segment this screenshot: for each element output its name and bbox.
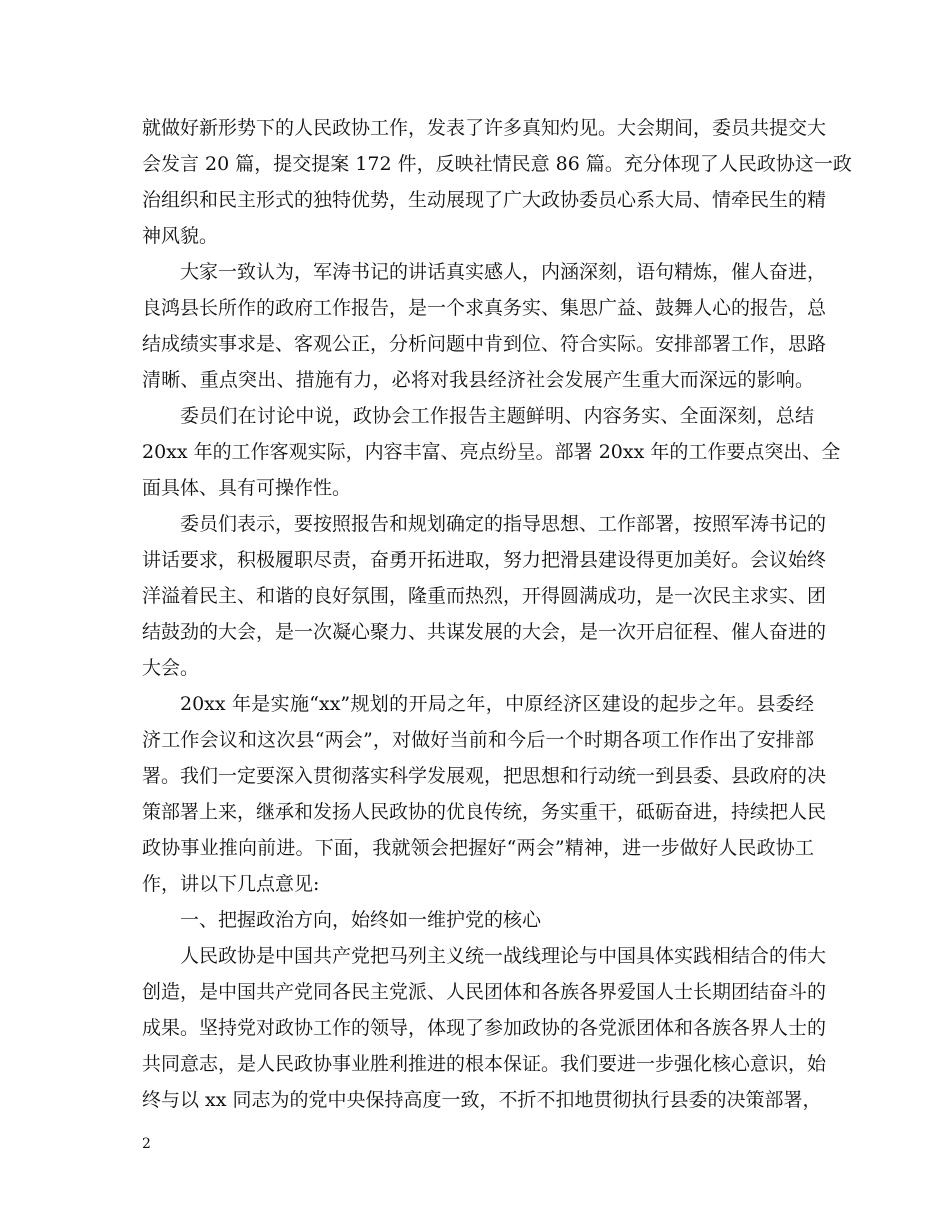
text-line: 署。我们一定要深入贯彻落实科学发展观，把思想和行动统一到县委、县政府的决 — [142, 765, 827, 787]
text-line: 就做好新形势下的人民政协工作，发表了许多真知灼见。大会期间，委员共提交大 — [142, 117, 827, 139]
text-line: 终与以 xx 同志为的党中央保持高度一致，不折不扣地贯彻执行县委的决策部署， — [142, 1089, 822, 1111]
text-line: 结鼓劲的大会，是一次凝心聚力、共谋发展的大会，是一次开启征程、催人奋进的 — [142, 621, 827, 643]
paragraph-first-line: 委员们表示，要按照报告和规划确定的指导思想、工作部署，按照军涛书记的 — [180, 513, 827, 535]
text-line: 治组织和民主形式的独特优势，生动展现了广大政协委员心系大局、情牵民生的精 — [142, 189, 827, 211]
text-line: 面具体、具有可操作性。 — [142, 477, 352, 499]
text-line: 神风貌。 — [142, 225, 219, 247]
text-line: 成果。坚持党对政协工作的领导，体现了参加政协的各党派团体和各族各界人士的 — [142, 1017, 827, 1039]
text-line: 清晰、重点突出、措施有力，必将对我县经济社会发展产生重大而深远的影响。 — [142, 369, 814, 391]
paragraph-first-line: 20xx 年是实施“xx”规划的开局之年，中原经济区建设的起步之年。县委经 — [180, 693, 814, 715]
document-body — [142, 110, 852, 1118]
text-line: 大会。 — [142, 657, 200, 679]
paragraph-first-line: 大家一致认为，军涛书记的讲话真实感人，内涵深刻，语句精炼，催人奋进， — [180, 261, 827, 283]
text-line: 作，讲以下几点意见: — [142, 873, 320, 895]
text-line: 讲话要求，积极履职尽责，奋勇开拓进取，努力把滑县建设得更加美好。会议始终 — [142, 549, 827, 571]
text-line: 济工作会议和这次县“两会”，对做好当前和今后一个时期各项工作作出了安排部 — [142, 729, 814, 751]
text-line: 会发言 20 篇，提交提案 172 件，反映社情民意 86 篇。充分体现了人民政协这一政 — [142, 153, 852, 175]
paragraph-first-line: 委员们在讨论中说，政协会工作报告主题鲜明、内容务实、全面深刻，总结 — [180, 405, 814, 427]
text-line: 策部署上来，继承和发扬人民政协的优良传统，务实重干，砥砺奋进，持续把人民 — [142, 801, 827, 823]
section-heading: 一、把握政治方向，始终如一维护党的核心 — [180, 909, 542, 931]
text-line: 良鸿县长所作的政府工作报告，是一个求真务实、集思广益、鼓舞人心的报告，总 — [142, 297, 827, 319]
text-line: 共同意志，是人民政协事业胜利推进的根本保证。我们要进一步强化核心意识，始 — [142, 1053, 827, 1075]
text-line: 创造，是中国共产党同各民主党派、人民团体和各族各界爱国人士长期团结奋斗的 — [142, 981, 827, 1003]
paragraph-first-line: 人民政协是中国共产党把马列主义统一战线理论与中国具体实践相结合的伟大 — [180, 945, 827, 967]
text-line: 政协事业推向前进。下面，我就领会把握好“两会”精神，进一步做好人民政协工 — [142, 837, 814, 859]
text-line: 20xx 年的工作客观实际，内容丰富、亮点纷呈。部署 20xx 年的工作要点突出、全 — [142, 441, 841, 463]
text-line: 结成绩实事求是、客观公正，分析问题中肯到位、符合实际。安排部署工作，思路 — [142, 333, 827, 355]
text-line: 洋溢着民主、和谐的良好氛围，隆重而热烈，开得圆满成功，是一次民主求实、团 — [142, 585, 827, 607]
page-number: 2 — [142, 1136, 151, 1152]
